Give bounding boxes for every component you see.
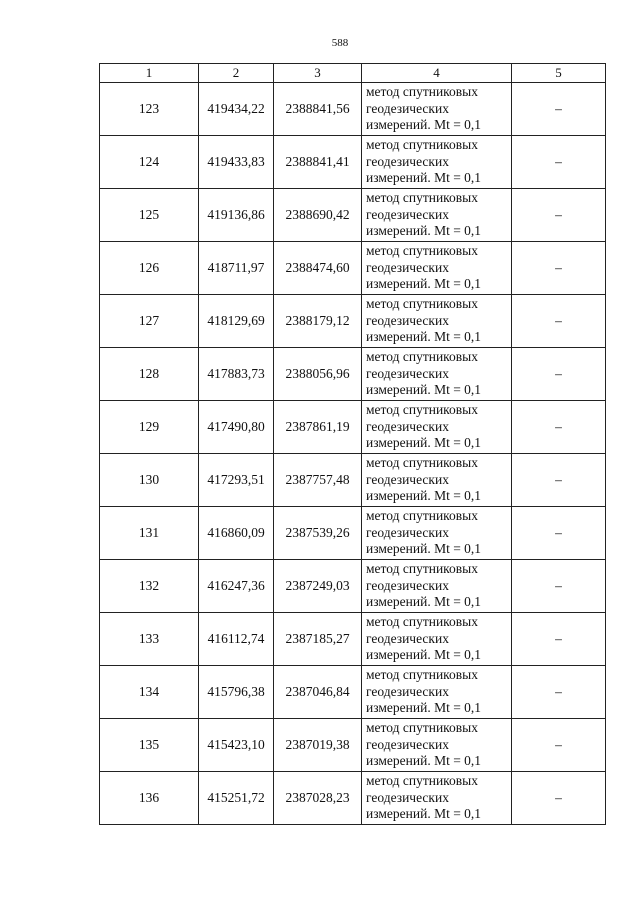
method-line: геодезических bbox=[366, 471, 449, 487]
method-line: метод спутниковых bbox=[366, 561, 478, 577]
point-number: 123 bbox=[100, 83, 199, 136]
method-line: измерений. Mt = 0,1 bbox=[366, 541, 482, 557]
point-number: 124 bbox=[100, 136, 199, 189]
table-row bbox=[100, 560, 606, 613]
coordinate-y: 2387757,48 bbox=[274, 454, 362, 507]
coordinate-y: 2387539,26 bbox=[274, 507, 362, 560]
method-line: геодезических bbox=[366, 630, 449, 646]
coordinate-y: 2388056,96 bbox=[274, 348, 362, 401]
column-header: 1 bbox=[100, 64, 199, 83]
method-line: геодезических bbox=[366, 789, 449, 805]
method-line: метод спутниковых bbox=[366, 667, 478, 683]
table-header-row bbox=[100, 64, 606, 83]
table-row bbox=[100, 242, 606, 295]
page-number: 588 bbox=[331, 37, 349, 49]
coordinate-x: 415423,10 bbox=[199, 719, 274, 772]
method-line: измерений. Mt = 0,1 bbox=[366, 117, 482, 133]
method-line: измерений. Mt = 0,1 bbox=[366, 329, 482, 345]
coordinate-x: 417490,80 bbox=[199, 401, 274, 454]
method-line: метод спутниковых bbox=[366, 402, 478, 418]
method-cell bbox=[362, 666, 512, 719]
point-number: 125 bbox=[100, 189, 199, 242]
method-line: геодезических bbox=[366, 100, 449, 116]
method-line: метод спутниковых bbox=[366, 243, 478, 259]
coordinate-y: 2388841,41 bbox=[274, 136, 362, 189]
method-line: измерений. Mt = 0,1 bbox=[366, 594, 482, 610]
method-line: метод спутниковых bbox=[366, 508, 478, 524]
method-line: измерений. Mt = 0,1 bbox=[366, 753, 482, 769]
column-5-value: – bbox=[512, 348, 606, 401]
point-number: 134 bbox=[100, 666, 199, 719]
coordinate-x: 419136,86 bbox=[199, 189, 274, 242]
column-5-value: – bbox=[512, 666, 606, 719]
column-5-value: – bbox=[512, 507, 606, 560]
table-row bbox=[100, 772, 606, 825]
coordinate-x: 416247,36 bbox=[199, 560, 274, 613]
method-cell bbox=[362, 772, 512, 825]
table-row bbox=[100, 401, 606, 454]
table-row bbox=[100, 719, 606, 772]
coordinate-y: 2387185,27 bbox=[274, 613, 362, 666]
coordinate-y: 2387861,19 bbox=[274, 401, 362, 454]
method-line: метод спутниковых bbox=[366, 190, 478, 206]
method-line: геодезических bbox=[366, 312, 449, 328]
coordinate-x: 418711,97 bbox=[199, 242, 274, 295]
method-cell bbox=[362, 348, 512, 401]
method-line: метод спутниковых bbox=[366, 137, 478, 153]
method-line: измерений. Mt = 0,1 bbox=[366, 223, 482, 239]
column-5-value: – bbox=[512, 136, 606, 189]
method-line: геодезических bbox=[366, 365, 449, 381]
point-number: 130 bbox=[100, 454, 199, 507]
coordinate-x: 419434,22 bbox=[199, 83, 274, 136]
table-row bbox=[100, 83, 606, 136]
table-row bbox=[100, 454, 606, 507]
method-cell bbox=[362, 719, 512, 772]
coordinate-x: 417293,51 bbox=[199, 454, 274, 507]
method-line: измерений. Mt = 0,1 bbox=[366, 435, 482, 451]
method-line: геодезических bbox=[366, 206, 449, 222]
coordinates-table bbox=[99, 63, 606, 825]
point-number: 131 bbox=[100, 507, 199, 560]
column-5-value: – bbox=[512, 242, 606, 295]
method-cell bbox=[362, 454, 512, 507]
method-cell bbox=[362, 189, 512, 242]
column-5-value: – bbox=[512, 613, 606, 666]
method-line: измерений. Mt = 0,1 bbox=[366, 700, 482, 716]
coordinate-x: 416112,74 bbox=[199, 613, 274, 666]
method-line: измерений. Mt = 0,1 bbox=[366, 488, 482, 504]
method-line: метод спутниковых bbox=[366, 349, 478, 365]
method-line: измерений. Mt = 0,1 bbox=[366, 276, 482, 292]
column-5-value: – bbox=[512, 189, 606, 242]
column-header: 5 bbox=[512, 64, 606, 83]
column-header: 4 bbox=[362, 64, 512, 83]
coordinate-x: 416860,09 bbox=[199, 507, 274, 560]
column-5-value: – bbox=[512, 719, 606, 772]
method-cell bbox=[362, 613, 512, 666]
column-5-value: – bbox=[512, 560, 606, 613]
method-cell bbox=[362, 507, 512, 560]
point-number: 136 bbox=[100, 772, 199, 825]
coordinate-x: 419433,83 bbox=[199, 136, 274, 189]
method-line: измерений. Mt = 0,1 bbox=[366, 647, 482, 663]
coordinate-x: 417883,73 bbox=[199, 348, 274, 401]
method-line: метод спутниковых bbox=[366, 455, 478, 471]
column-header: 3 bbox=[274, 64, 362, 83]
method-line: геодезических bbox=[366, 418, 449, 434]
table-row bbox=[100, 348, 606, 401]
method-line: метод спутниковых bbox=[366, 296, 478, 312]
table-row bbox=[100, 295, 606, 348]
column-5-value: – bbox=[512, 454, 606, 507]
method-line: геодезических bbox=[366, 577, 449, 593]
method-line: метод спутниковых bbox=[366, 614, 478, 630]
coordinate-y: 2388474,60 bbox=[274, 242, 362, 295]
point-number: 135 bbox=[100, 719, 199, 772]
coordinate-y: 2387019,38 bbox=[274, 719, 362, 772]
point-number: 126 bbox=[100, 242, 199, 295]
coordinate-x: 418129,69 bbox=[199, 295, 274, 348]
method-cell bbox=[362, 401, 512, 454]
coordinate-y: 2388690,42 bbox=[274, 189, 362, 242]
table-row bbox=[100, 666, 606, 719]
method-line: геодезических bbox=[366, 259, 449, 275]
coordinate-y: 2387028,23 bbox=[274, 772, 362, 825]
point-number: 129 bbox=[100, 401, 199, 454]
method-line: измерений. Mt = 0,1 bbox=[366, 170, 482, 186]
point-number: 127 bbox=[100, 295, 199, 348]
method-line: геодезических bbox=[366, 153, 449, 169]
method-line: геодезических bbox=[366, 736, 449, 752]
method-line: метод спутниковых bbox=[366, 84, 478, 100]
method-line: измерений. Mt = 0,1 bbox=[366, 806, 482, 822]
point-number: 128 bbox=[100, 348, 199, 401]
table-row bbox=[100, 613, 606, 666]
method-line: геодезических bbox=[366, 683, 449, 699]
method-cell bbox=[362, 83, 512, 136]
column-5-value: – bbox=[512, 295, 606, 348]
method-line: метод спутниковых bbox=[366, 773, 478, 789]
table-body bbox=[100, 83, 606, 825]
column-5-value: – bbox=[512, 83, 606, 136]
point-number: 132 bbox=[100, 560, 199, 613]
point-number: 133 bbox=[100, 613, 199, 666]
coordinate-y: 2387249,03 bbox=[274, 560, 362, 613]
column-5-value: – bbox=[512, 401, 606, 454]
coordinate-y: 2387046,84 bbox=[274, 666, 362, 719]
method-line: измерений. Mt = 0,1 bbox=[366, 382, 482, 398]
method-line: геодезических bbox=[366, 524, 449, 540]
column-5-value: – bbox=[512, 772, 606, 825]
coordinate-y: 2388841,56 bbox=[274, 83, 362, 136]
method-cell bbox=[362, 295, 512, 348]
method-cell bbox=[362, 242, 512, 295]
table-row bbox=[100, 136, 606, 189]
method-line: метод спутниковых bbox=[366, 720, 478, 736]
column-header: 2 bbox=[199, 64, 274, 83]
method-cell bbox=[362, 136, 512, 189]
coordinate-y: 2388179,12 bbox=[274, 295, 362, 348]
method-cell bbox=[362, 560, 512, 613]
coordinate-x: 415251,72 bbox=[199, 772, 274, 825]
table-row bbox=[100, 507, 606, 560]
table-row bbox=[100, 189, 606, 242]
coordinate-x: 415796,38 bbox=[199, 666, 274, 719]
